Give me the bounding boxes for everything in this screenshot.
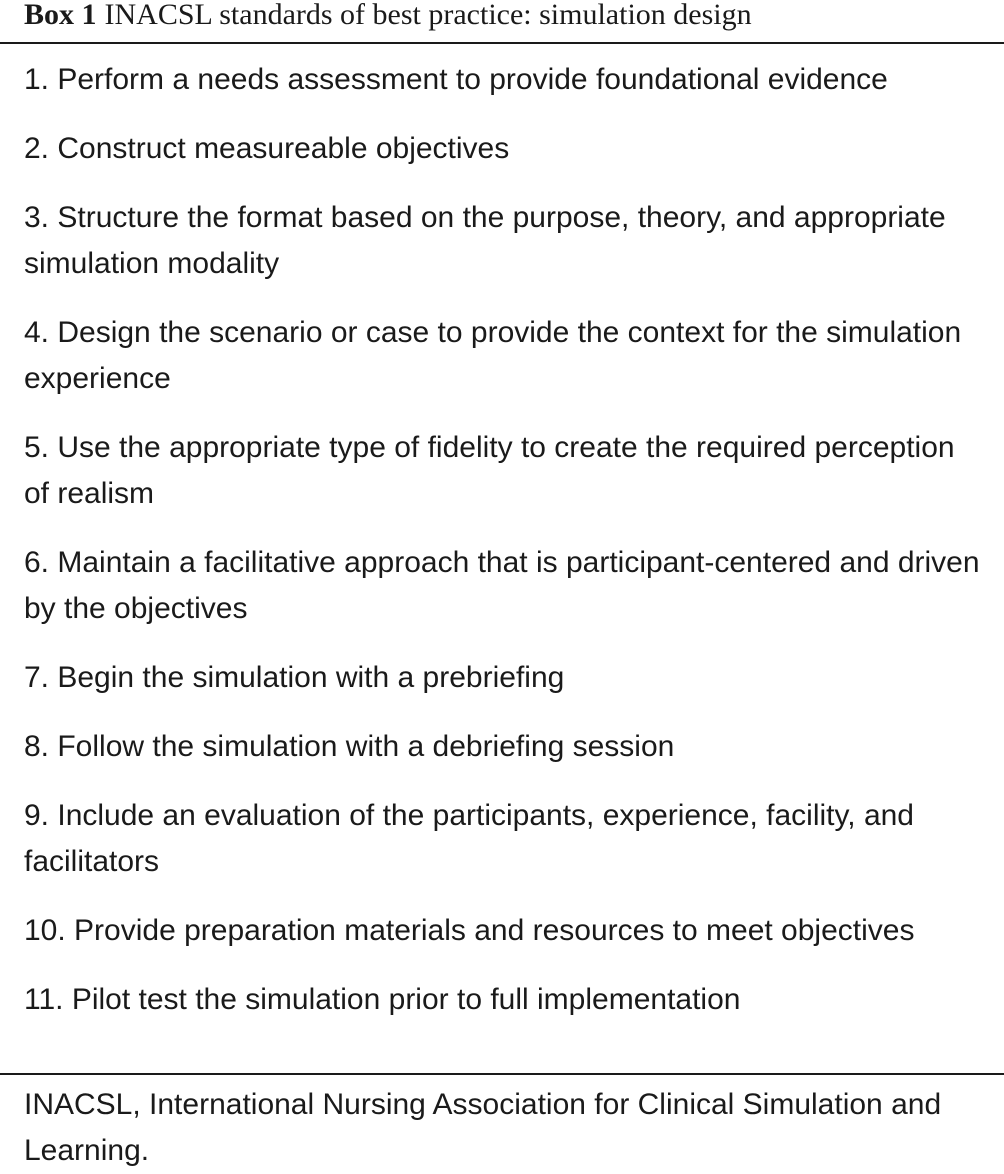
list-item: 4. Design the scenario or case to provide the context for the simulation experience (24, 316, 962, 395)
list-item: 11. Pilot test the simulation prior to full implementation (24, 983, 741, 1016)
list-item: 5. Use the appropriate type of fidelity to create the required perception of realism (24, 431, 955, 510)
list-item: 7. Begin the simulation with a prebriefing (24, 661, 565, 694)
box-header (24, 0, 752, 34)
top-rule (0, 42, 1004, 44)
box-label: Box 1 (24, 0, 97, 31)
footnote: INACSL, International Nursing Association for Clinical Simulation and Learning. (24, 1088, 942, 1167)
list-item: 10. Provide preparation materials and resources to meet objectives (24, 914, 915, 947)
list-item: 9. Include an evaluation of the participants, experience, facility, and facilitators (24, 799, 914, 878)
box-title: INACSL standards of best practice: simulation design (104, 0, 752, 31)
list-item: 6. Maintain a facilitative approach that is participant-centered and driven by the objectives (24, 546, 980, 625)
list-item: 8. Follow the simulation with a debriefing session (24, 730, 675, 763)
bottom-rule (0, 1073, 1004, 1075)
list-item: 2. Construct measureable objectives (24, 132, 510, 165)
list-item: 1. Perform a needs assessment to provide foundational evidence (24, 63, 888, 96)
standards-list (24, 57, 984, 1046)
list-item: 3. Structure the format based on the purpose, theory, and appropriate simulation modality (24, 201, 946, 280)
